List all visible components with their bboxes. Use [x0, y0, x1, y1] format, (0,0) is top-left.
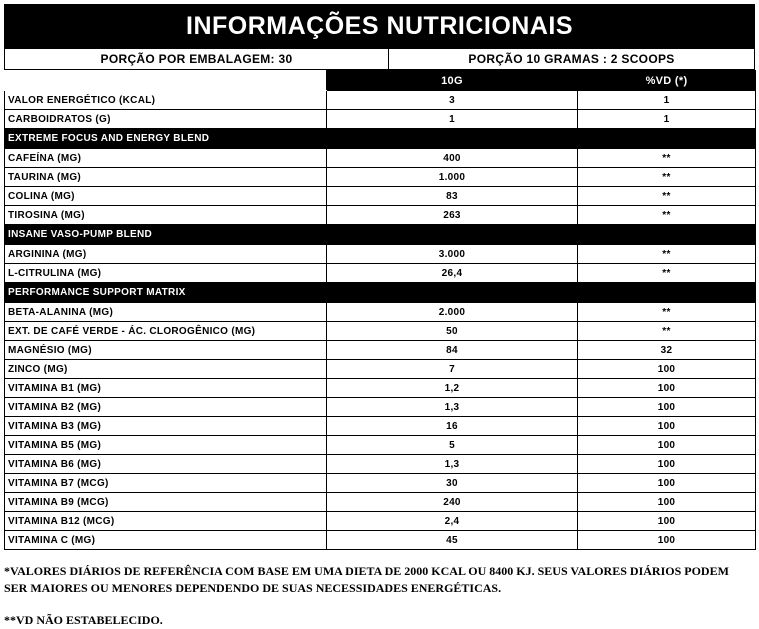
nutrient-name: ARGININA (MG) — [5, 245, 327, 264]
nutrient-name: TIROSINA (MG) — [5, 206, 327, 225]
nutrient-dv: 100 — [578, 531, 756, 550]
nutrient-row — [5, 436, 756, 455]
header-blank-cell — [5, 71, 327, 91]
nutrient-amount: 26,4 — [327, 264, 578, 283]
nutrient-dv: 100 — [578, 379, 756, 398]
nutrient-row — [5, 168, 756, 187]
nutrient-amount: 3 — [327, 91, 578, 110]
nutrient-amount: 1,2 — [327, 379, 578, 398]
nutrient-name: CAFEÍNA (MG) — [5, 149, 327, 168]
nutrient-name: VITAMINA B9 (MCG) — [5, 493, 327, 512]
section-title: INSANE VASO-PUMP BLEND — [5, 225, 756, 245]
nutrient-row — [5, 110, 756, 129]
nutrient-amount: 2.000 — [327, 303, 578, 322]
nutrient-dv: ** — [578, 168, 756, 187]
nutrient-dv: 100 — [578, 512, 756, 531]
panel-title: INFORMAÇÕES NUTRICIONAIS — [4, 4, 755, 48]
nutrient-name: COLINA (MG) — [5, 187, 327, 206]
nutrient-name: VITAMINA B3 (MG) — [5, 417, 327, 436]
section-header-row — [5, 129, 756, 149]
nutrient-amount: 30 — [327, 474, 578, 493]
nutrient-dv: ** — [578, 264, 756, 283]
nutrient-name: BETA-ALANINA (MG) — [5, 303, 327, 322]
nutrient-amount: 240 — [327, 493, 578, 512]
nutrient-dv: ** — [578, 187, 756, 206]
nutrient-row — [5, 379, 756, 398]
nutrient-row — [5, 187, 756, 206]
section-header-row — [5, 225, 756, 245]
not-established-footnote: **VD NÃO ESTABELECIDO. — [4, 613, 163, 627]
nutrient-dv: 100 — [578, 436, 756, 455]
nutrient-amount: 263 — [327, 206, 578, 225]
nutrient-name: ZINCO (MG) — [5, 360, 327, 379]
nutrient-name: L-CITRULINA (MG) — [5, 264, 327, 283]
nutrient-amount: 83 — [327, 187, 578, 206]
nutrient-row — [5, 512, 756, 531]
nutrient-dv: 100 — [578, 474, 756, 493]
nutrient-row — [5, 531, 756, 550]
nutrient-row — [5, 245, 756, 264]
nutrient-row — [5, 149, 756, 168]
nutrient-row — [5, 417, 756, 436]
nutrient-dv: 100 — [578, 493, 756, 512]
portions-per-package: PORÇÃO POR EMBALAGEM: 30 — [5, 49, 389, 69]
nutrient-amount: 400 — [327, 149, 578, 168]
nutrient-row — [5, 455, 756, 474]
nutrient-name: VITAMINA B1 (MG) — [5, 379, 327, 398]
portion-bar — [4, 48, 755, 70]
nutrient-dv: 100 — [578, 398, 756, 417]
nutrient-row — [5, 474, 756, 493]
nutrient-amount: 7 — [327, 360, 578, 379]
nutrient-dv: 100 — [578, 360, 756, 379]
nutrition-table — [4, 70, 756, 550]
nutrient-amount: 1 — [327, 110, 578, 129]
nutrient-dv: 1 — [578, 91, 756, 110]
column-header-row — [5, 71, 756, 91]
nutrient-row — [5, 303, 756, 322]
nutrient-dv: 32 — [578, 341, 756, 360]
nutrient-row — [5, 206, 756, 225]
nutrient-amount: 1,3 — [327, 398, 578, 417]
nutrient-name: VITAMINA B12 (MCG) — [5, 512, 327, 531]
portion-size: PORÇÃO 10 GRAMAS : 2 SCOOPS — [468, 52, 675, 66]
nutrient-row — [5, 91, 756, 110]
nutrient-amount: 84 — [327, 341, 578, 360]
nutrient-dv: ** — [578, 149, 756, 168]
nutrient-amount: 1.000 — [327, 168, 578, 187]
section-header-row — [5, 283, 756, 303]
nutrient-row — [5, 322, 756, 341]
nutrient-name: VITAMINA B7 (MCG) — [5, 474, 327, 493]
nutrient-name: MAGNÉSIO (MG) — [5, 341, 327, 360]
section-title: PERFORMANCE SUPPORT MATRIX — [5, 283, 756, 303]
nutrition-facts-panel — [4, 4, 755, 550]
nutrient-row — [5, 341, 756, 360]
nutrient-amount: 2,4 — [327, 512, 578, 531]
nutrient-dv: ** — [578, 245, 756, 264]
nutrient-name: CARBOIDRATOS (G) — [5, 110, 327, 129]
nutrient-name: VITAMINA C (MG) — [5, 531, 327, 550]
nutrient-dv: 100 — [578, 455, 756, 474]
section-title: EXTREME FOCUS AND ENERGY BLEND — [5, 129, 756, 149]
nutrient-name: EXT. DE CAFÉ VERDE - ÁC. CLOROGÊNICO (MG) — [5, 322, 327, 341]
nutrient-dv: ** — [578, 303, 756, 322]
footnotes — [4, 563, 755, 629]
nutrient-amount: 16 — [327, 417, 578, 436]
nutrient-amount: 45 — [327, 531, 578, 550]
nutrient-dv: 1 — [578, 110, 756, 129]
nutrient-dv: 100 — [578, 417, 756, 436]
nutrient-amount: 50 — [327, 322, 578, 341]
nutrient-name: VALOR ENERGÉTICO (KCAL) — [5, 91, 327, 110]
nutrient-name: VITAMINA B2 (MG) — [5, 398, 327, 417]
daily-values-footnote: *VALORES DIÁRIOS DE REFERÊNCIA COM BASE EM UMA DIETA DE 2000 KCAL OU 8400 KJ. SEUS VALORES DIÁRIOS PODEM SER MAIORES OU MENORES DEPENDENDO DE SUAS NECESSIDADES ENERGÉTICAS. — [4, 564, 729, 595]
nutrient-row — [5, 493, 756, 512]
nutrient-amount: 1,3 — [327, 455, 578, 474]
nutrient-amount: 5 — [327, 436, 578, 455]
nutrient-row — [5, 360, 756, 379]
nutrient-amount: 3.000 — [327, 245, 578, 264]
nutrient-row — [5, 264, 756, 283]
amount-column-header: 10G — [327, 71, 578, 91]
nutrient-name: VITAMINA B6 (MG) — [5, 455, 327, 474]
nutrient-dv: ** — [578, 206, 756, 225]
nutrient-row — [5, 398, 756, 417]
dv-column-header: %VD (*) — [578, 71, 756, 91]
nutrient-dv: ** — [578, 322, 756, 341]
nutrient-name: VITAMINA B5 (MG) — [5, 436, 327, 455]
nutrient-name: TAURINA (MG) — [5, 168, 327, 187]
